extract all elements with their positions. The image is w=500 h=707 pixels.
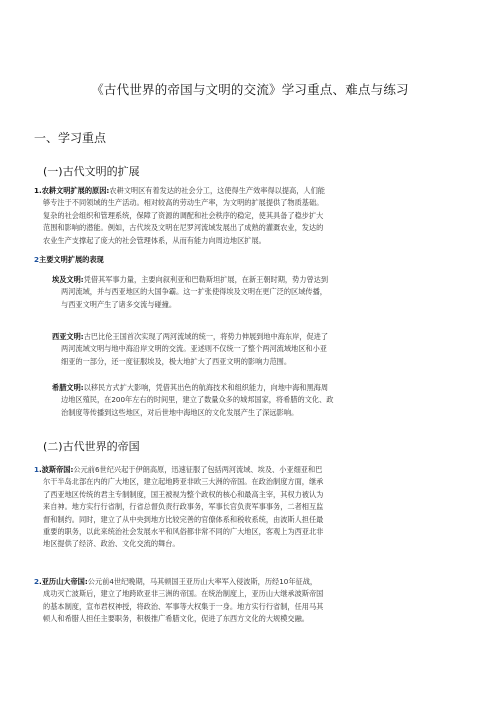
paragraph-line: 范围和影响的潜能。例如，古代埃及文明在尼罗河流域发展出了成熟的灌溉农业，发达的 [43, 223, 324, 233]
paragraph-expansion-reasons [34, 185, 325, 247]
paragraph-line: 1.农耕文明扩展的原因:农耕文明区有着发达的社会分工，这使得生产效率得以提高，人们能 [34, 186, 325, 195]
paragraph-line: 督和制约。同时，建立了从中央到地方比较完善的官僚体系和税收系统，由波斯人担任最 [43, 514, 324, 524]
paragraph-line: 治制度等传播到这些地区，对后世地中海地区的文化发展产生了深远影响。 [61, 407, 299, 417]
paragraph-line: 了西亚地区传统的君主专制制度，国王被视为整个政权的核心和最高主宰，其权力被认为 [43, 489, 324, 499]
paragraph-line: 够专注于不同领域的生产活动。相对较高的劳动生产率，为文明的扩展提供了物质基础。 [43, 198, 324, 208]
subheading-civilization-expansion: (一)古代文明的扩展 [43, 165, 140, 178]
paragraph-line: 细亚的一部分，还一度征服埃及，极大地扩大了西亚文明的影响力范围。 [61, 356, 292, 366]
paragraph-line: 与西亚文明产生了诸多交流与碰撞。 [61, 299, 177, 309]
paragraph-west-asia-civilization [52, 331, 328, 368]
paragraph-egypt-civilization [52, 274, 328, 311]
list-heading-expansion-manifestations [34, 254, 104, 266]
paragraph-line: 边地区殖民，在200年左右的时间里，建立了数量众多的城邦国家，将希腊的文化、政 [61, 395, 334, 405]
paragraph-line: 重要的职务，以此来统治社会发展水平和风俗都非常不同的广大地区，客观上为西亚北非 [43, 527, 324, 537]
subheading-ancient-empires: (二)古代世界的帝国 [43, 440, 140, 453]
section-heading-key-points: 一、学习重点 [34, 131, 107, 145]
paragraph-line: 尔干半岛北部在内的广大地区，建立起地跨亚非欧三大洲的帝国。在政治制度方面，继承 [43, 477, 324, 487]
paragraph-line: 1.波斯帝国:公元前6世纪兴起于伊朗高原，迅速征服了包括两河流域、埃及、小亚细亚和巴 [34, 465, 323, 474]
paragraph-line: 2主要文明扩展的表现 [34, 255, 104, 264]
paragraph-line: 来自神。地方实行行省制，行省总督负责行政事务，军事长官负责军事事务，二者相互监 [43, 502, 324, 512]
paragraph-line: 农业生产支撑起了庞大的社会管理体系，从而有能力向周边地区扩展。 [43, 235, 266, 245]
paragraph-line: 的基本制度，宣布君权神授，将政治、军事等大权集于一身。地方实行行省制，任用马其 [43, 601, 324, 611]
paragraph-line: 两河流域文明与地中海沿岸文明的交流。亚述则不仅统一了整个两河流域地区和小亚 [61, 344, 327, 354]
document-title: 《古代世界的帝国与文明的交流》学习重点、难点与练习 [91, 82, 409, 97]
paragraph-alexander-empire [34, 576, 323, 626]
paragraph-line: 顿人和希腊人担任主要职务，积极推广希腊文化，促进了东西方文化的大规模交融。 [43, 614, 309, 624]
paragraph-line: 2.亚历山大帝国:公元前4世纪晚期，马其顿国王亚历山大率军入侵波斯，历经10年征战， [34, 577, 318, 586]
paragraph-line: 复杂的社会组织和管理系统，保障了资源的调配和社会秩序的稳定，使其具备了稳步扩大 [43, 210, 324, 220]
paragraph-line: 成功灭亡波斯后，建立了地跨欧亚非三洲的帝国。在统治制度上，亚历山大继承波斯帝国 [43, 589, 324, 599]
paragraph-persian-empire [34, 464, 323, 551]
paragraph-line: 地区提供了经济、政治、文化交流的舞台。 [43, 539, 180, 549]
paragraph-line: 希腊文明:以移民方式扩大影响，凭借其出色的航海技术和组织能力，向地中海和黑海周 [52, 383, 329, 392]
paragraph-greek-civilization [52, 382, 333, 419]
paragraph-line: 西亚文明:古巴比伦王国首次实现了两河流域的统一，将势力伸展到地中海东岸，促进了 [52, 332, 329, 341]
paragraph-line: 两河流域，并与西亚地区的大国争霸。这一扩张使得埃及文明在更广泛的区域传播， [61, 287, 327, 297]
paragraph-line: 埃及文明:凭借其军事力量，主要向叙利亚和巴勒斯坦扩展，在新王朝时期，势力曾达到 [52, 275, 329, 284]
